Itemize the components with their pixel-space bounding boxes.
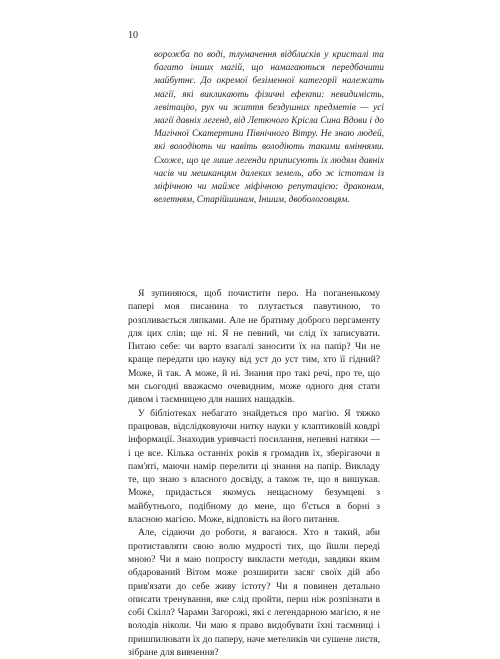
quoted-passage [154,49,384,207]
quoted-passage-text: ворожба по воді, тлумачення відблисків у кристалі та багато інших магій, що намагаються передбачити майбутнє. До окремої безіменної категорії належать магії, які викликають фізичні ефекти: невидимість, левітацію, рух чи життя бездушних предметів — усі магії давніх легенд, від Летючого Крісла Сина Вдови і до Магічної Скатертини Північного Вітру. Не знаю людей, які володіють чи навіть володіють такими вміннями. Схоже, що це лише легенди приписують їх людям давніх часів чи мешканцям далеких земель, або ж істотам із міфічною чи майже міфічною репутацією: драконам, велетням, Старійшинам, Іншим, двобологовцям. [154,50,384,206]
body-text [128,287,380,659]
body-paragraph-1: Я зупиняюся, щоб почистити перо. На поганенькому папері моя писанина то плутається павутиною, то розпливається ляпками. Але не братиму доброго пергаменту для цих слів; ще ні. Я не певний, чи слід їх записувати. Питаю себе: чи варто взагалі заносити їх на папір? Чи не краще передати цю науку від уст до уст тим, хто її гідний? Може, й так. А може, й ні. Знання про такі речі, про те, що ми сьогодні вважаємо очевидним, може одного дня стати дивом і таємницею для наших нащадків. [128,288,380,406]
body-paragraph-3: Але, сідаючи до роботи, я вагаюся. Хто я такий, аби протиставляти свою волю мудрості тих, що йшли переді мною? Чи я маю попросту викласти методи, завдяки яким обдарований Вітом може розширити засяг своїх дій або прив'язати до себе живу істоту? Чи я повинен детально описати тренування, яке слід пройти, перш ніж розпізнати в собі Скілл? Чарами Загорожі, які є легендарною магією, я не володів ніколи. Чи маю я право видобувати їхні таємниці і пришпилювати їх до паперу, наче метеликів чи сушене листя, зібране для вивчення? [128,527,380,659]
body-paragraph-2: У бібліотеках небагато знайдеться про магію. Я тяжко працював, відслідковуючи нитку науки у клаптиковій ковдрі інформації. Знаходив уривчасті посилання, непевні натяки — і це все. Кілька останніх років я громадив їх, зберігаючи в пам'яті, маючи намір перелити ці знання на папір. Викладу те, що знаю з власного досвіду, а також те, що я вишукав. Може, придасться якомусь нещасному безумцеві з майбутнього, подібному до мене, що б'ється в борні з власною магією. Може, відповість на його питання. [128,407,380,526]
page-number: 10 [128,30,138,41]
